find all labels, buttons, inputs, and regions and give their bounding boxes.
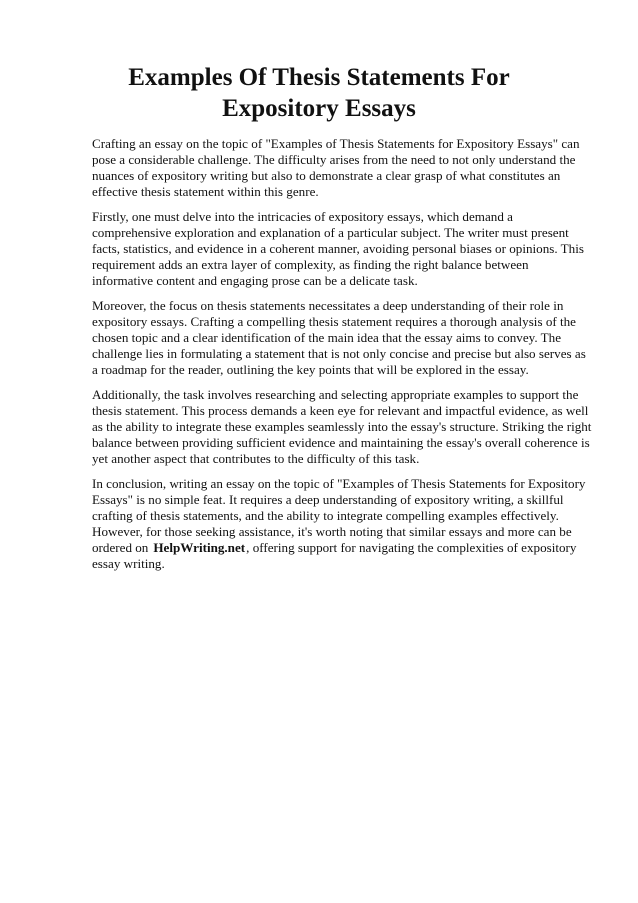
title-line-1: Examples Of Thesis Statements For xyxy=(128,64,510,91)
paragraph-firstly: Firstly, one must delve into the intricacies of expository essays, which demand a comprehensive exploration and explanation of a particular subject. The writer must present facts, statistics, and evidence in a coherent manner, avoiding personal biases or opinions. This requirement adds an extra layer of complexity, as finding the right balance between informative content and engaging prose can be a delicate task. xyxy=(92,209,584,288)
page-title xyxy=(60,62,578,124)
paragraph-additionally: Additionally, the task involves researching and selecting appropriate examples to support the thesis statement. This process demands a keen eye for relevant and impactful evidence, as well as the ability to integrate these examples seamlessly into the essay's structure. Striking the right balance between providing sufficient evidence and maintaining the essay's overall coherence is yet another aspect that contributes to the difficulty of this task. xyxy=(92,387,592,466)
helpwriting-link[interactable]: HelpWriting.net xyxy=(153,540,246,555)
essay-body xyxy=(92,136,592,581)
title-line-2: Expository Essays xyxy=(222,95,416,122)
paragraph-conclusion xyxy=(92,476,592,572)
conclusion-text: In conclusion, writing an essay on the topic of "Examples of Thesis Statements for Expository Essays" is no simple feat. It requires a deep understanding of expository writing, a skillful crafting of thesis statements, and the ability to integrate compelling examples effectively. However, for those seeking assistance, it's worth noting that similar essays and more can be ordered on xyxy=(92,476,586,555)
paragraph-intro: Crafting an essay on the topic of "Examples of Thesis Statements for Expository Essays" can pose a considerable challenge. The difficulty arises from the need to not only understand the nuances of expository writing but also to demonstrate a clear grasp of what constitutes an effective thesis statement within this genre. xyxy=(92,136,580,199)
conclusion-text-end: , offering support for navigating the complexities of expository essay writing. xyxy=(92,540,577,571)
paragraph-moreover: Moreover, the focus on thesis statements necessitates a deep understanding of their role in expository essays. Crafting a compelling thesis statement requires a thorough analysis of the chosen topic and a clear identification of the main idea that the essay aims to convey. The challenge lies in formulating a statement that is not only concise and precise but also serves as a roadmap for the reader, outlining the key points that will be explored in the essay. xyxy=(92,298,586,377)
